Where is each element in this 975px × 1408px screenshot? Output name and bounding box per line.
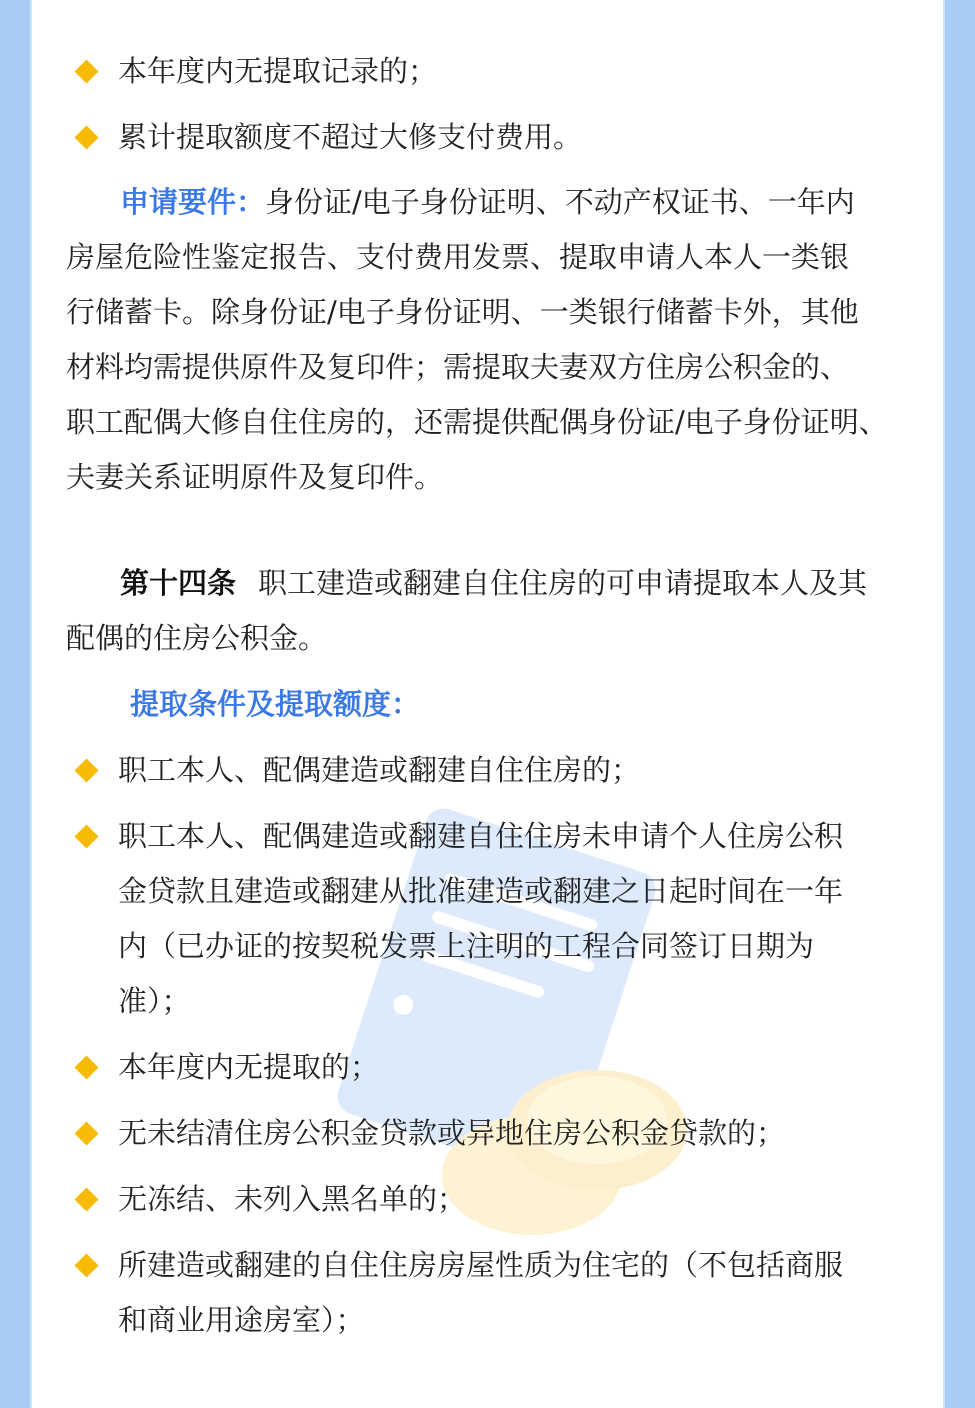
diamond-bullet-icon bbox=[72, 57, 100, 85]
diamond-bullet-icon bbox=[72, 822, 100, 850]
list-item-text: 本年度内无提取记录的； bbox=[118, 54, 438, 88]
list-item-text: 累计提取额度不超过大修支付费用。 bbox=[118, 120, 583, 154]
list-item-text: 本年度内无提取的； bbox=[118, 1050, 380, 1084]
requirements-text: 夫妻关系证明原件及复印件。 bbox=[66, 460, 444, 494]
requirements-text: 职工配偶大修自住住房的，还需提供配偶身份证/电子身份证明、 bbox=[66, 405, 888, 439]
article-14-label: 第十四条 bbox=[120, 566, 237, 600]
content-panel bbox=[30, 0, 945, 1408]
diamond-bullet-icon bbox=[72, 1053, 100, 1081]
diamond-bullet-icon bbox=[72, 756, 100, 784]
list-item-text: 职工本人、配偶建造或翻建自住住房未申请个人住房公积 金贷款且建造或翻建从批准建造或翻建之日起时间在一年 内（已办证的按契税发票上注明的工程合同签订日期为 准）； bbox=[118, 819, 844, 1018]
article-content bbox=[32, 0, 945, 1408]
article-14-text: 职工建造或翻建自住住房的可申请提取本人及其 bbox=[258, 566, 868, 600]
diamond-bullet-icon bbox=[72, 1185, 100, 1213]
requirements-text: 材料均需提供原件及复印件；需提取夫妻双方住房公积金的、 bbox=[66, 350, 850, 384]
diamond-bullet-icon bbox=[72, 1119, 100, 1147]
requirements-label: 申请要件： bbox=[120, 185, 266, 219]
list-item-text: 无未结清住房公积金贷款或异地住房公积金贷款的； bbox=[118, 1116, 786, 1150]
article-14-paragraph bbox=[66, 556, 926, 666]
requirements-text: 身份证/电子身份证明、不动产权证书、一年内 bbox=[265, 185, 855, 219]
list-item-text: 无冻结、未列入黑名单的； bbox=[118, 1182, 467, 1216]
article-14-first-line bbox=[66, 556, 926, 611]
diamond-bullet-icon bbox=[72, 1251, 100, 1279]
conditions-heading: 提取条件及提取额度： bbox=[130, 687, 421, 721]
list-item-text: 职工本人、配偶建造或翻建自住住房的； bbox=[118, 753, 641, 787]
diamond-bullet-icon bbox=[72, 123, 100, 151]
requirements-text: 房屋危险性鉴定报告、支付费用发票、提取申请人本人一类银 bbox=[66, 240, 850, 274]
requirements-paragraph bbox=[66, 175, 926, 505]
requirements-text: 行储蓄卡。除身份证/电子身份证明、一类银行储蓄卡外，其他 bbox=[66, 295, 859, 329]
requirements-first-line bbox=[66, 175, 926, 230]
article-14-text: 配偶的住房公积金。 bbox=[66, 621, 328, 655]
list-item-text: 所建造或翻建的自住住房房屋性质为住宅的（不包括商服 和商业用途房室）； bbox=[118, 1248, 844, 1337]
